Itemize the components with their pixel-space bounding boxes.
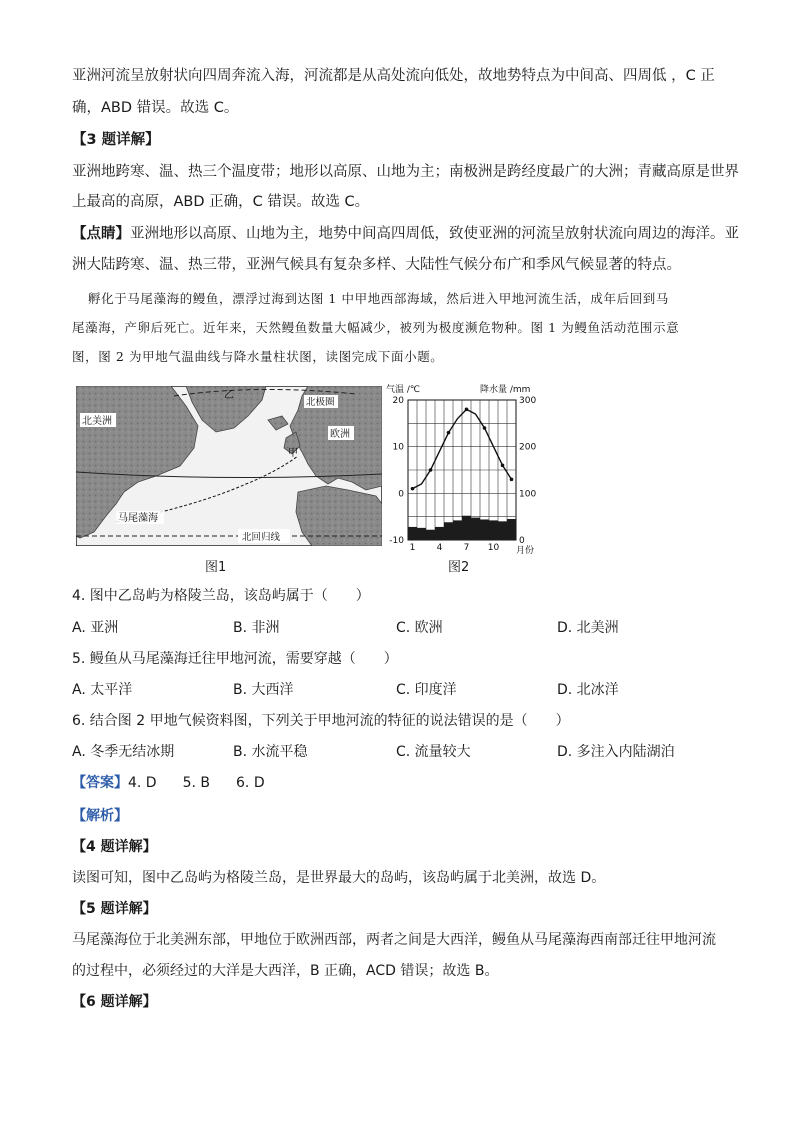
figure2-caption: 图2 bbox=[448, 560, 470, 575]
q5-option-d[interactable]: D. 北冰洋 bbox=[557, 682, 619, 698]
tip-paragraph bbox=[72, 224, 739, 244]
temp-tick-label: -10 bbox=[389, 536, 404, 546]
text-line: 马尾藻海位于北美洲东部，甲地位于欧洲西部，两者之间是大西洋，鳗鱼从马尾藻海西南部迁往甲地河流 bbox=[72, 932, 716, 948]
precip-bar bbox=[408, 527, 417, 540]
text-line: 上最高的高原，ABD 正确，C 错误。故选 C。 bbox=[72, 194, 370, 210]
text-line: 确，ABD 错误。故选 C。 bbox=[72, 100, 239, 116]
intro-line: 图，图 2 为甲地气温曲线与降水量柱状图，读图完成下面小题。 bbox=[72, 349, 444, 364]
q4-option-c[interactable]: C. 欧洲 bbox=[396, 620, 443, 636]
temp-point bbox=[411, 487, 415, 491]
answer-row bbox=[72, 773, 265, 793]
section-heading: 【6 题详解】 bbox=[72, 994, 157, 1010]
precip-bar bbox=[498, 521, 507, 540]
temp-point bbox=[465, 408, 469, 412]
label-sargasso: 马尾藻海 bbox=[118, 513, 158, 524]
label-yi: 乙 bbox=[224, 390, 234, 401]
precip-tick-label: 0 bbox=[519, 536, 525, 546]
precip-bar bbox=[417, 528, 426, 540]
temp-tick-label: 10 bbox=[392, 442, 404, 453]
month-tick-label: 7 bbox=[463, 543, 470, 553]
q4-option-d[interactable]: D. 北美洲 bbox=[557, 620, 619, 636]
text-line: 的过程中，必须经过的大洋是大西洋，B 正确，ACD 错误；故选 B。 bbox=[72, 963, 499, 979]
label-arctic-circle: 北极圈 bbox=[306, 397, 335, 408]
text-line: 亚洲河流呈放射状向四周奔流入海，河流都是从高处流向低处，故地势特点为中间高、四周低 ，C 正 bbox=[72, 68, 715, 84]
temp-point bbox=[510, 478, 514, 482]
question-4-stem: 4. 图中乙岛屿为格陵兰岛，该岛屿属于（ ） bbox=[72, 588, 370, 604]
q4-option-b[interactable]: B. 非洲 bbox=[233, 620, 280, 636]
precip-bar bbox=[453, 520, 462, 540]
precip-bar bbox=[435, 527, 444, 540]
precip-bar bbox=[471, 518, 480, 540]
answer-5: 5. B bbox=[182, 775, 211, 791]
intro-line: 孵化于马尾藻海的鳗鱼，漂浮过海到达图 1 中甲地西部海域，然后进入甲地河流生活，成年后回到马 bbox=[88, 291, 670, 306]
figure1-map bbox=[76, 386, 382, 546]
temp-point bbox=[447, 431, 451, 435]
label-jia: 甲 bbox=[288, 448, 298, 459]
africa-land bbox=[296, 486, 382, 546]
q6-option-a[interactable]: A. 冬季无结冰期 bbox=[72, 744, 175, 760]
q5-option-b[interactable]: B. 大西洋 bbox=[233, 682, 294, 698]
answer-heading: 【答案】 bbox=[72, 775, 128, 791]
intro-line: 尾藻海，产卵后死亡。近年来，天然鳗鱼数量大幅减少，被列为极度濒危物种。图 1 为鳗鱼活动范围示意 bbox=[72, 320, 680, 335]
q6-option-c[interactable]: C. 流量较大 bbox=[396, 744, 471, 760]
section-heading: 【3 题详解】 bbox=[72, 132, 160, 148]
month-tick-label: 10 bbox=[487, 543, 500, 553]
label-europe: 欧洲 bbox=[330, 429, 350, 440]
temp-tick-label: 0 bbox=[398, 489, 404, 500]
section-heading: 【4 题详解】 bbox=[72, 839, 157, 855]
precip-bar bbox=[462, 516, 471, 540]
answer-6: 6. D bbox=[236, 775, 265, 791]
figure2-climate-chart bbox=[382, 382, 540, 558]
precip-bar bbox=[444, 522, 453, 540]
temp-point bbox=[483, 426, 487, 430]
q5-option-c[interactable]: C. 印度洋 bbox=[396, 682, 457, 698]
precip-tick-label: 200 bbox=[519, 442, 537, 453]
answer-4: 4. D bbox=[128, 775, 157, 791]
text-line: 亚洲地跨寒、温、热三个温度带；地形以高原、山地为主；南极洲是跨经度最广的大洲；青藏高原是世界 bbox=[72, 164, 739, 180]
text-line: 读图可知，图中乙岛屿为格陵兰岛，是世界最大的岛屿，该岛屿属于北美洲，故选 D。 bbox=[72, 870, 606, 886]
precip-axis-label: 降水量 /mm bbox=[480, 385, 531, 395]
section-heading: 【5 题详解】 bbox=[72, 901, 157, 917]
temp-tick-label: 20 bbox=[392, 396, 404, 406]
precip-bar bbox=[480, 519, 489, 540]
temp-point bbox=[429, 468, 433, 472]
q6-option-d[interactable]: D. 多注入内陆湖泊 bbox=[557, 744, 675, 760]
temp-axis-label: 气温 /℃ bbox=[386, 385, 421, 395]
month-tick-label: 4 bbox=[436, 543, 443, 553]
label-north-america: 北美洲 bbox=[82, 416, 112, 427]
q5-option-a[interactable]: A. 太平洋 bbox=[72, 682, 133, 698]
precip-bar bbox=[507, 519, 516, 540]
precip-bar bbox=[426, 530, 435, 540]
figure1-caption: 图1 bbox=[205, 560, 227, 575]
analysis-heading: 【解析】 bbox=[72, 808, 128, 824]
month-axis-label: 月份 bbox=[516, 546, 535, 556]
tip-text: 亚洲地形以高原、山地为主，地势中间高四周低，致使亚洲的河流呈放射状流向周边的海洋。亚 bbox=[130, 226, 739, 242]
text-line: 洲大陆跨寒、温、热三带，亚洲气候具有复杂多样、大陆性气候分布广和季风气候显著的特点。 bbox=[72, 257, 681, 273]
question-5-stem: 5. 鳗鱼从马尾藻海迁往甲地河流，需要穿越（ ） bbox=[72, 651, 398, 667]
temp-point bbox=[501, 464, 505, 468]
month-tick-label: 1 bbox=[409, 543, 416, 553]
precip-tick-label: 100 bbox=[519, 489, 537, 500]
precip-tick-label: 300 bbox=[519, 396, 537, 406]
tip-heading: 【点睛】 bbox=[72, 226, 130, 242]
precip-bar bbox=[489, 520, 498, 540]
q6-option-b[interactable]: B. 水流平稳 bbox=[233, 744, 308, 760]
question-6-stem: 6. 结合图 2 甲地气候资料图，下列关于甲地河流的特征的说法错误的是（ ） bbox=[72, 713, 570, 729]
label-tropic: 北回归线 bbox=[242, 532, 281, 543]
q4-option-a[interactable]: A. 亚洲 bbox=[72, 620, 119, 636]
